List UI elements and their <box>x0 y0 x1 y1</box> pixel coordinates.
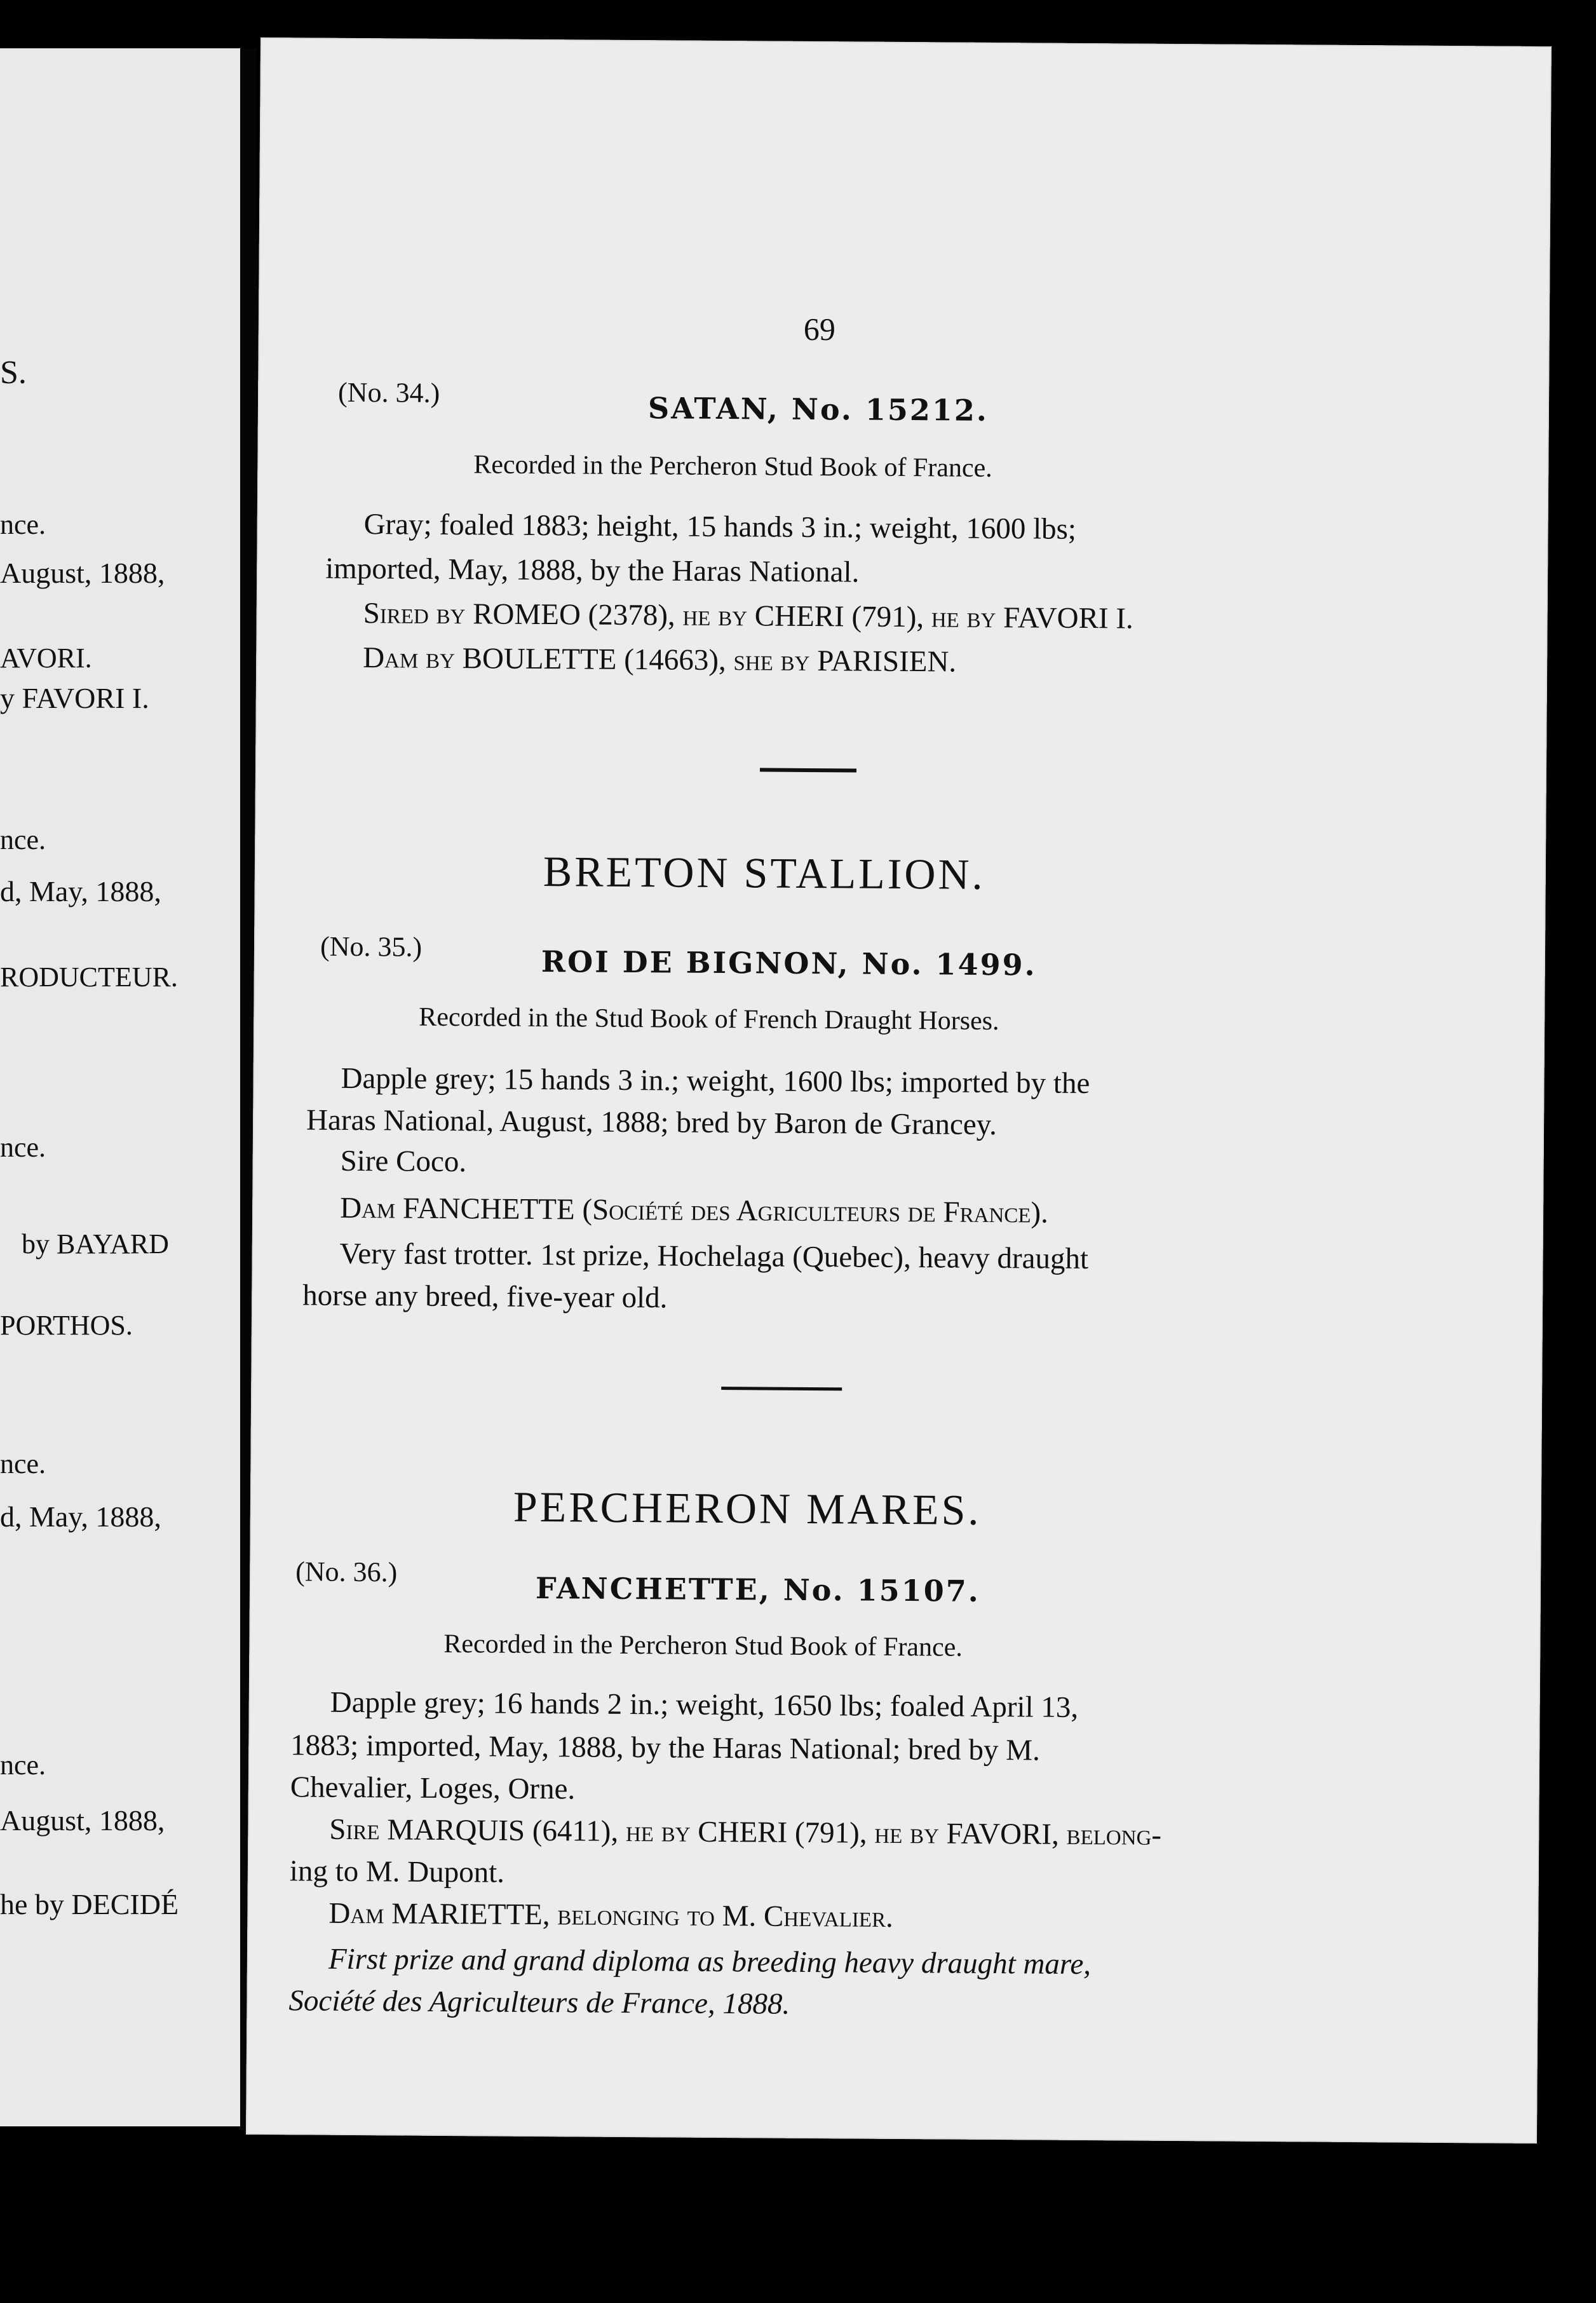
left-facing-page <box>0 48 241 2126</box>
entry-text-line: Sired by ROMEO (2378), he by CHERI (791), he by FAVORI I. <box>363 597 1133 635</box>
entry-text-line: Chevalier, Loges, Orne. <box>290 1770 576 1806</box>
entry-title: SATAN, No. 15212. <box>647 391 989 428</box>
entry-number: (No. 36.) <box>295 1556 398 1588</box>
entry-title: FANCHETTE, No. 15107. <box>535 1570 980 1608</box>
entry-text-line: Dam by BOULETTE (14663), she by PARISIEN. <box>363 641 957 679</box>
section-heading: BRETON STALLION. <box>543 847 985 899</box>
recorded-note: Recorded in the Percheron Stud Book of France. <box>473 450 992 483</box>
entry-title: ROI DE BIGNON, No. 1499. <box>541 944 1037 982</box>
left-fragment: August, 1888, <box>0 557 165 589</box>
entry-text-line: Dapple grey; 15 hands 3 in.; weight, 1600 lbs; imported by the <box>341 1061 1090 1101</box>
left-fragment: nce. <box>0 1448 46 1479</box>
entry-text-line: Dam MARIETTE, belonging to M. Chevalier. <box>328 1896 893 1934</box>
left-fragment: RODUCTEUR. <box>0 961 178 993</box>
left-fragment: y FAVORI I. <box>0 682 149 714</box>
entry-text-line: Dam FANCHETTE (Société des Agriculteurs de France). <box>339 1191 1049 1230</box>
left-fragment: he by DECIDÉ <box>0 1888 179 1920</box>
left-fragment: by BAYARD <box>22 1228 169 1260</box>
recorded-note: Recorded in the Percheron Stud Book of France. <box>443 1629 963 1662</box>
entry-text-line: ing to M. Dupont. <box>289 1854 505 1889</box>
entry-number: (No. 34.) <box>337 376 440 409</box>
left-fragment: AVORI. <box>0 642 92 674</box>
entry-text-line: Very fast trotter. 1st prize, Hochelaga (Quebec), heavy draught <box>339 1237 1089 1276</box>
entry-text-line: Dapple grey; 16 hands 2 in.; weight, 1650 lbs; foaled April 13, <box>330 1685 1079 1724</box>
entry-text-line: imported, May, 1888, by the Haras National. <box>325 552 860 589</box>
left-fragment: d, May, 1888, <box>0 875 161 907</box>
entry-text-line: Sire Coco. <box>340 1144 467 1179</box>
entry-text-line: horse any breed, five-year old. <box>302 1279 668 1315</box>
entry-number: (No. 35.) <box>320 930 423 963</box>
divider-rule <box>721 1387 842 1390</box>
left-fragment: nce. <box>0 824 46 855</box>
entry-text-line: First prize and grand diploma as breeding heavy draught mare, <box>328 1942 1092 1981</box>
recorded-note: Recorded in the Stud Book of French Draught Horses. <box>419 1002 999 1036</box>
entry-text-line: Haras National, August, 1888; bred by Baron de Grancey. <box>306 1103 998 1142</box>
left-fragment: PORTHOS. <box>0 1310 133 1341</box>
left-fragment: d, May, 1888, <box>0 1500 161 1533</box>
left-fragment: August, 1888, <box>0 1804 165 1837</box>
left-fragment: nce. <box>0 509 46 540</box>
left-fragment: nce. <box>0 1132 46 1163</box>
left-fragment: S. <box>0 355 27 391</box>
book-page <box>246 37 1552 2143</box>
section-heading: PERCHERON MARES. <box>513 1482 982 1534</box>
divider-rule <box>760 768 856 772</box>
left-fragment: nce. <box>0 1749 46 1781</box>
entry-text-line: Sire MARQUIS (6411), he by CHERI (791), he by FAVORI, belong- <box>329 1812 1162 1852</box>
page-number: 69 <box>803 311 836 348</box>
entry-text-line: Gray; foaled 1883; height, 15 hands 3 in.; weight, 1600 lbs; <box>363 508 1077 546</box>
entry-text-line: 1883; imported, May, 1888, by the Haras National; bred by M. <box>290 1729 1040 1767</box>
entry-text-line: Société des Agriculteurs de France, 1888. <box>288 1984 790 2021</box>
